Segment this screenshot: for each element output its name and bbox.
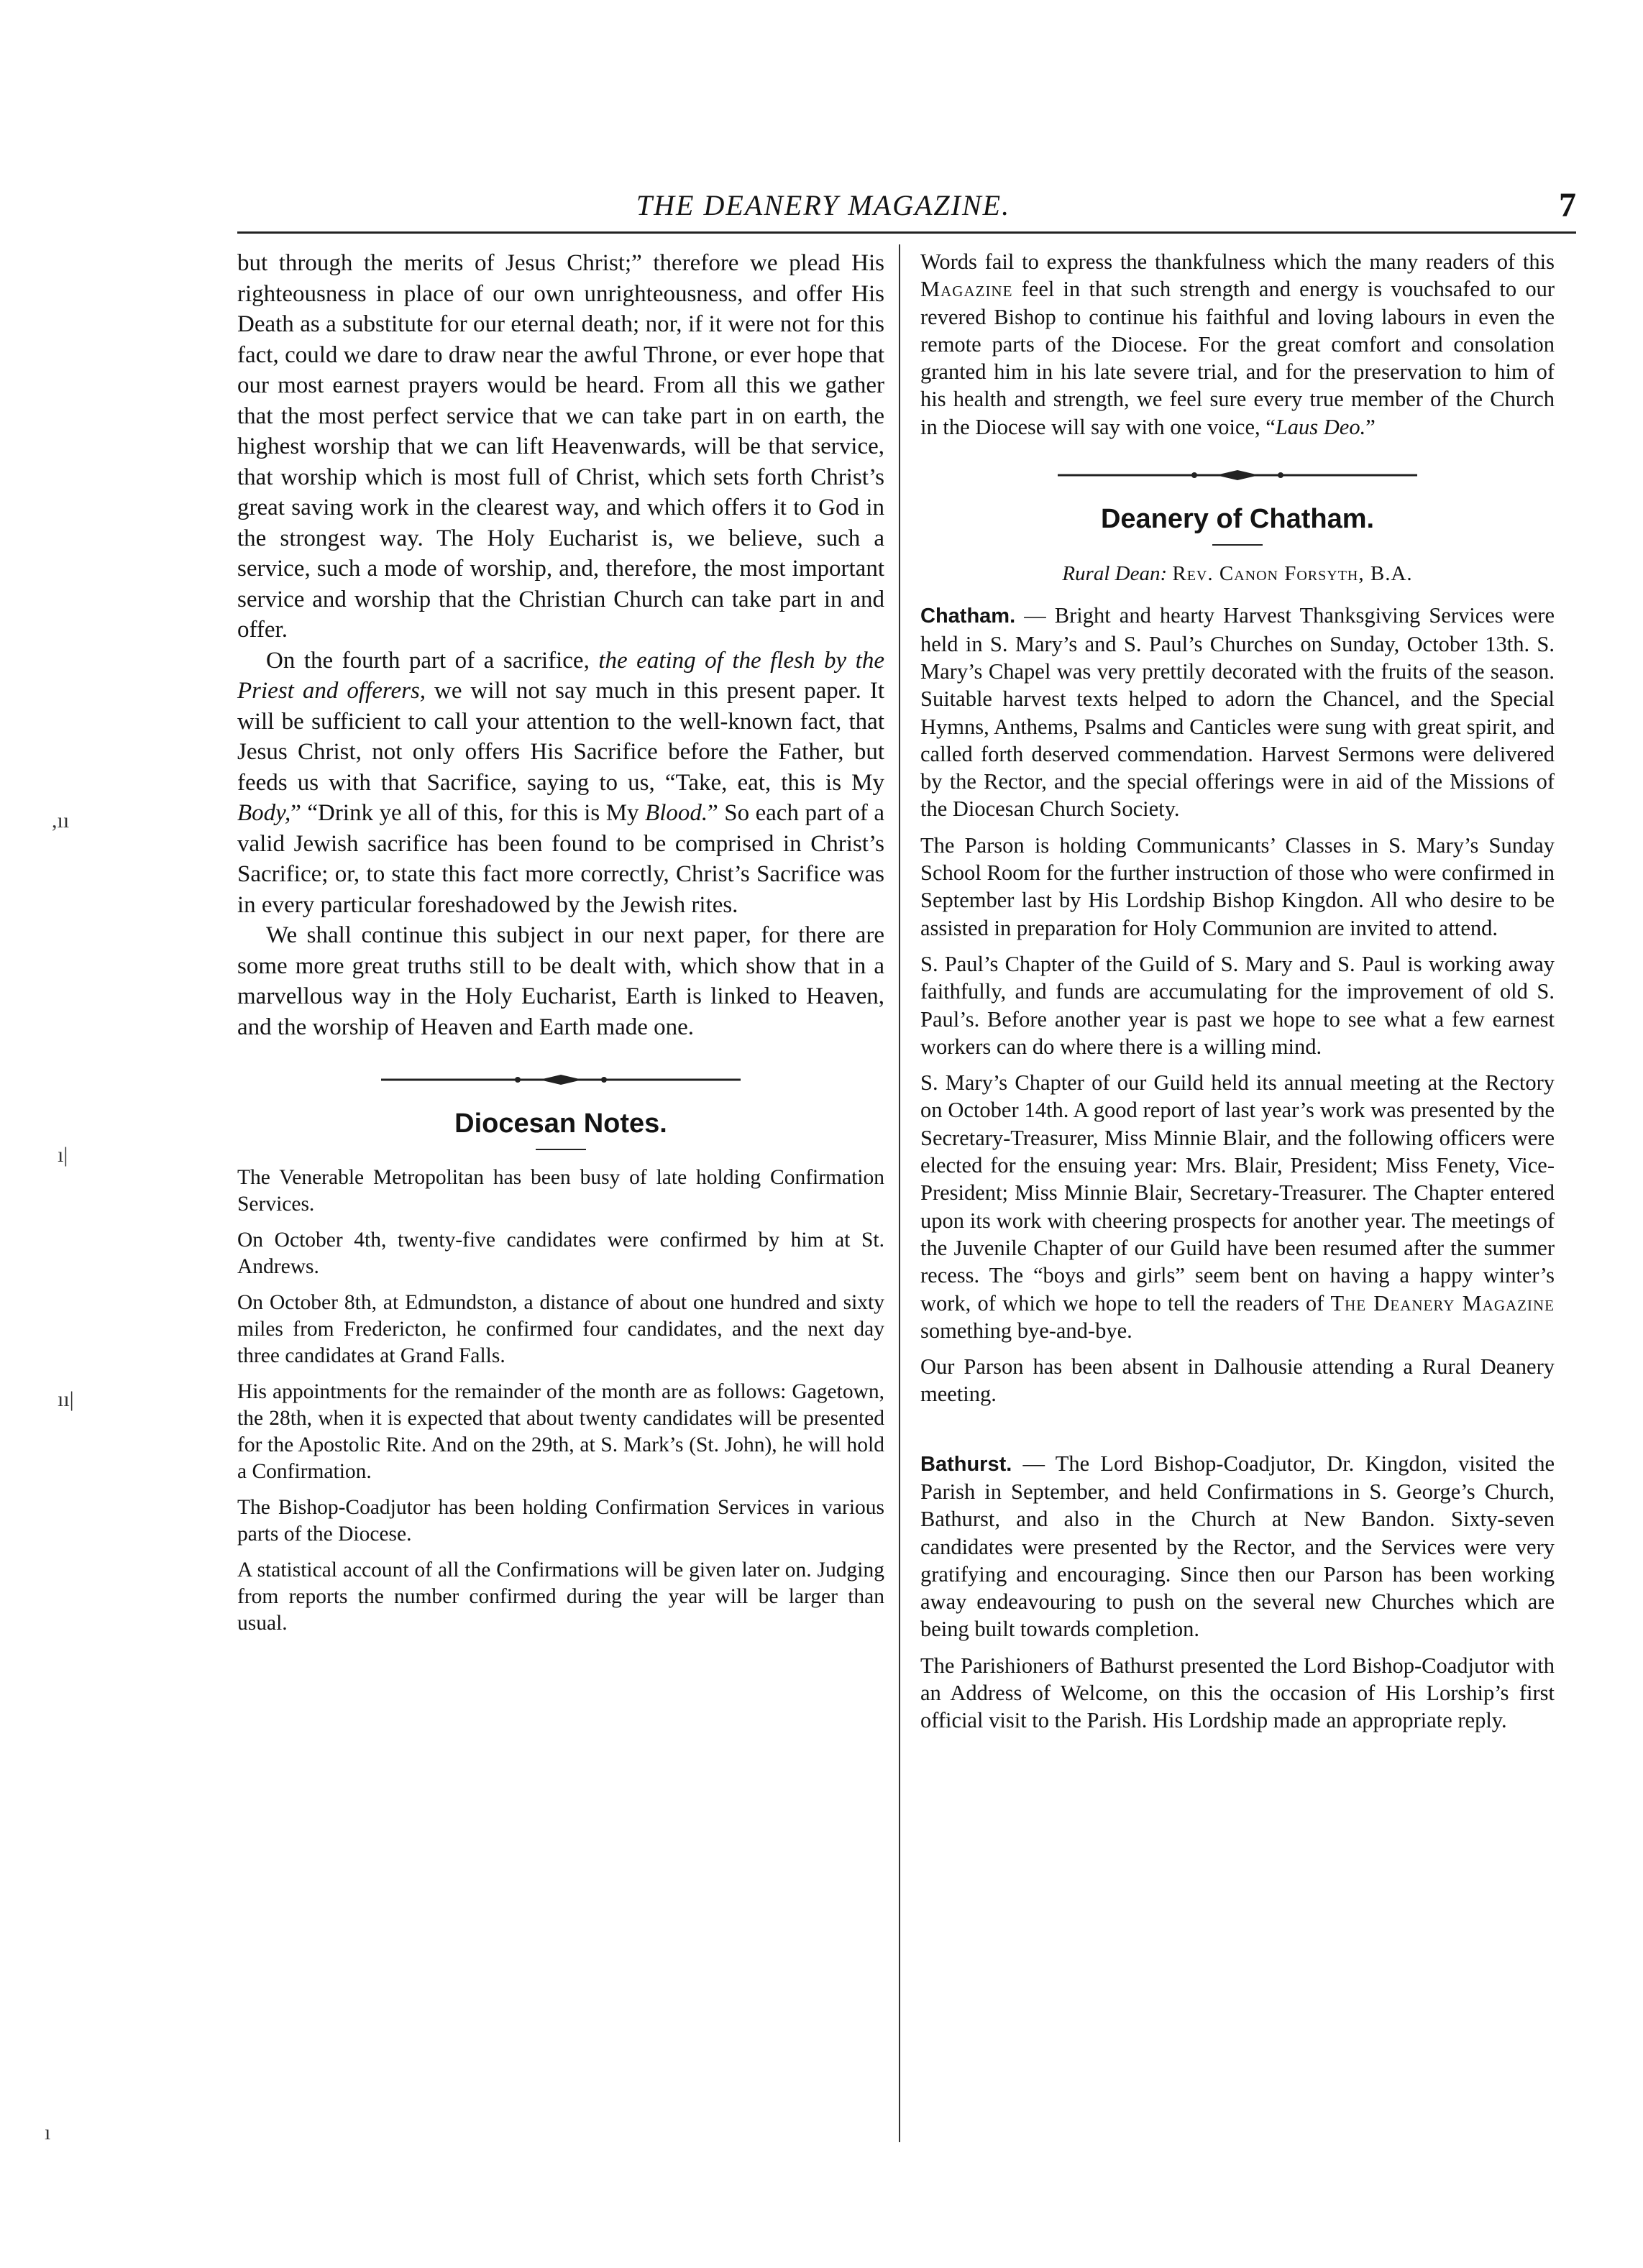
margin-mark: ı| (58, 1143, 68, 1167)
margin-mark: ıı| (58, 1387, 74, 1411)
section-gap (920, 1408, 1555, 1450)
margin-mark: ı (45, 2121, 51, 2144)
note-paragraph: The Venerable Metropolitan has been busy of late holding Confirmation Services. (237, 1166, 884, 1216)
note-paragraph: A statistical account of all the Confirmations will be given later on. Judging from reports the number confirmed during the year will be larger than usual. (237, 1558, 884, 1635)
column-rule (899, 244, 900, 2142)
page-number: 7 (1559, 186, 1576, 224)
chatham-paragraph: Chatham. — Bright and hearty Harvest Thanksgiving Services were held in S. Mary’s and S. Paul’s Churches on Sunday, October 13th. S. Mary’s Chapel was very prettily decorated with the fruits of the season. Suitable harvest texts helped to adorn the Chancel, and the Special Hymns, Anthems, Psalms and Canticles were sung with great spirit, and called forth deserved commendation. Harvest Sermons were delivered by the Rector, and the special offerings were in aid of the Missions of the Diocesan Church Society. (920, 603, 1555, 822)
chatham-paragraph: S. Paul’s Chapter of the Guild of S. Mary and S. Paul is working away faithfully, and funds are accumulating for the improvement of old S. Paul’s. Before another year is past we hope to see what a few earnest workers can do where there is a willing mind. (920, 951, 1555, 1059)
heading-rule (536, 1149, 586, 1150)
note-paragraph: The Bishop-Coadjutor has been holding Confirmation Services in various parts of the Diocese. (237, 1496, 884, 1546)
ornament-divider (1058, 468, 1417, 482)
section-heading: Diocesan Notes. (454, 1108, 667, 1139)
bathurst-paragraph: The Parishioners of Bathurst presented the Lord Bishop-Coadjutor with an Address of Welcome, on this the occasion of His Lorship’s first official visit to the Parish. His Lordship made an appropriate reply. (920, 1653, 1555, 1733)
rural-dean-line: Rural Dean: Rev. Canon Forsyth, B.A. (1062, 562, 1413, 586)
chatham-paragraph: The Parson is holding Communicants’ Classes in S. Mary’s Sunday School Room for the further instruction of those who were confirmed in September last by His Lordship Bishop Kingdon. All who desire to be assisted in preparation for Holy Communion are invited to attend. (920, 832, 1555, 940)
heading-rule (1212, 544, 1263, 546)
running-title: THE DEANERY MAGAZINE. (636, 189, 1011, 221)
header-rule (237, 231, 1576, 234)
bathurst-paragraph: Bathurst. — The Lord Bishop-Coadjutor, Dr. Kingdon, visited the Parish in September, and held Confirmations in S. George’s Church, Bathurst, and also in the Church at New Bandon. Sixty-seven candidates were presented by the Rector, and the Services were very gratifying and encouraging. Since then our Parson has been working away endeavouring to push on the several new Churches which are being built towards completion. (920, 1451, 1555, 1642)
chatham-paragraph: Our Parson has been absent in Dalhousie attending a Rural Deanery meeting. (920, 1354, 1555, 1407)
margin-mark: ,ıı (52, 809, 70, 832)
note-paragraph: On October 8th, at Edmundston, a distance of about one hundred and sixty miles from Fredericton, he confirmed four candidates, and the next day three candidates at Grand Falls. (237, 1291, 884, 1367)
left-column (237, 248, 884, 1637)
section-heading: Deanery of Chatham. (1100, 504, 1375, 535)
diocesan-notes (237, 1165, 884, 1637)
right-column (920, 248, 1555, 1735)
ornament-divider (381, 1073, 741, 1087)
article-paragraph: We shall continue this subject in our next paper, for there are some more great truths still to be dealt with, which show that in a marvellous way in the Holy Eucharist, Earth is linked to Heaven, and the worship of Heaven and Earth made one. (237, 922, 884, 1040)
note-paragraph: His appointments for the remainder of the month are as follows: Gagetown, the 28th, when it is expected that about twenty candidates will be presented for the Apostolic Rite. And on the 29th, at S. Mark’s (St. John), he will hold a Confirmation. (237, 1380, 884, 1483)
page-header (237, 188, 1576, 224)
thanks-paragraph: Words fail to express the thankfulness which the many readers of this Magazine feel in that such strength and energy is vouchsafed to our revered Bishop to continue his faithful and loving labours in even the remote parts of the Diocese. For the great comfort and consolation granted him in his late severe trial, and for the preservation to him of his health and strength, we feel sure every true member of the Church in the Diocese will say with one voice, “Laus Deo.” (920, 249, 1555, 439)
article-paragraph: On the fourth part of a sacrifice, the eating of the flesh by the Priest and offerers, we will not say much in this present paper. It will be sufficient to call your attention to the well-known fact, that Jesus Christ, not only offers His Sacrifice before the Father, but feeds us with that Sacrifice, saying to us, “Take, eat, this is My Body,” “Drink ye all of this, for this is My Blood.” So each part of a valid Jewish sacrifice has been found to be comprised in Christ’s Sacrifice; or, to state this fact more correctly, Christ’s Sacrifice was in every particular foreshadowed by the Jewish rites. (237, 647, 885, 918)
chatham-paragraph: S. Mary’s Chapter of our Guild held its annual meeting at the Rectory on October 14th. A good report of last year’s work was presented by the Secretary-Treasurer, Miss Minnie Blair, and the following officers were elected for the ensuing year: Mrs. Blair, President; Miss Fenety, Vice-President; Miss Minnie Blair, Secretary-Treasurer. The Chapter entered upon its work with cheering prospects for another year. The meetings of the Juvenile Chapter of our Guild have been resumed after the summer recess. The “boys and girls” seem bent on having a happy winter’s work, of which we hope to tell the readers of The Deanery Magazine something bye-and-bye. (920, 1070, 1555, 1343)
article-paragraph: but through the merits of Jesus Christ;” therefore we plead His righteousness in place of our own unrighteousness, and offer His Death as a substitute for our eternal death; nor, if it were not for this fact, could we dare to draw near the awful Throne, or ever hope that our most earnest prayers would be heard. From all this we gather that the most perfect service that we can take part in on earth, the highest worship that we can lift Heavenwards, will be that service, that worship which is most full of Christ, which sets forth Christ’s great saving work in the clearest way, and which offers it to God in the strongest way. The Holy Eucharist is, we believe, such a service, such a mode of worship, and, therefore, the most important service and worship that the Christian Church can take part in and offer. (237, 250, 884, 643)
note-paragraph: On October 4th, twenty-five candidates were confirmed by him at St. Andrews. (237, 1229, 884, 1278)
